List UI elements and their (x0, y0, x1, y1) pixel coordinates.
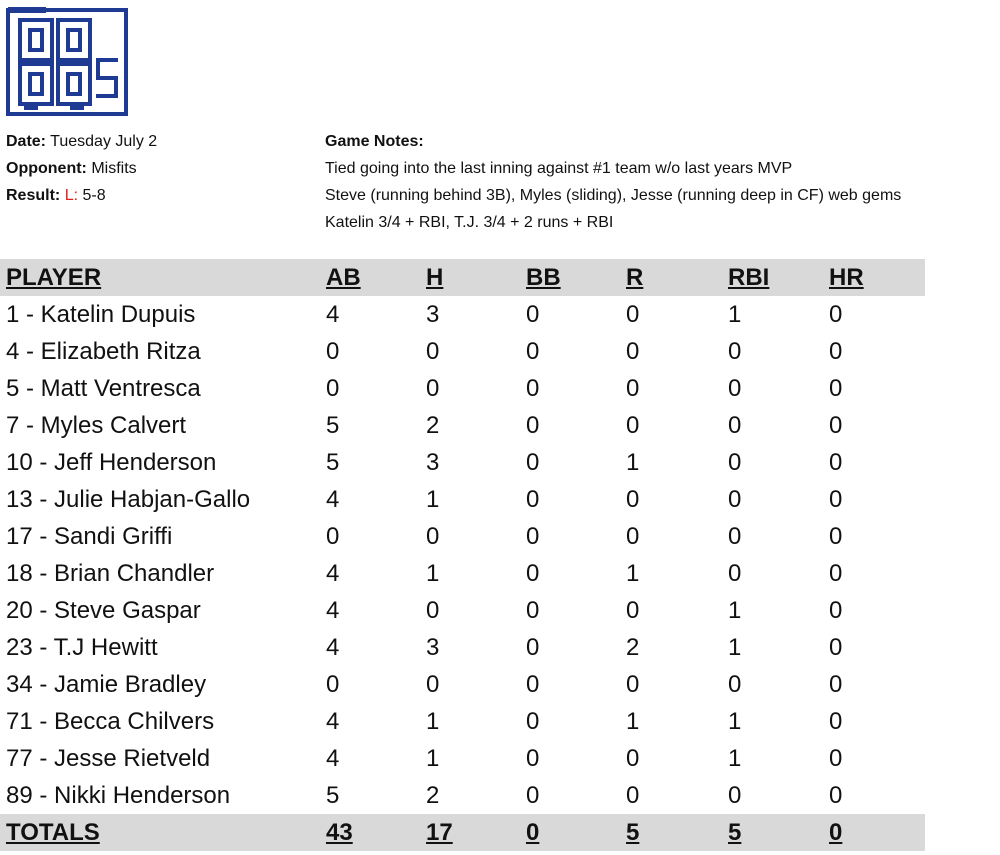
note-line: Tied going into the last inning against #1 team w/o last years MVP (325, 160, 793, 177)
player-cell: 4 - Elizabeth Ritza (6, 337, 201, 365)
table-row (0, 740, 925, 777)
table-row (0, 296, 925, 333)
h-cell: 1 (426, 485, 440, 513)
bb-cell: 0 (526, 670, 540, 698)
table-row (0, 407, 925, 444)
table-row (0, 444, 925, 481)
ab-cell: 0 (326, 374, 340, 402)
ab-cell: 4 (326, 633, 340, 661)
rbi-cell: 0 (728, 485, 742, 513)
table-row (0, 333, 925, 370)
r-cell: 0 (626, 300, 640, 328)
hr-cell: 0 (829, 411, 843, 439)
bb-cell: 0 (526, 485, 540, 513)
table-row (0, 629, 925, 666)
date-row (6, 128, 157, 155)
bb-cell: 0 (526, 744, 540, 772)
r-cell: 1 (626, 559, 640, 587)
col-header-hr: HR (829, 263, 864, 291)
notes-title: Game Notes: (325, 133, 424, 150)
h-cell: 1 (426, 744, 440, 772)
totals-hr: 0 (829, 818, 843, 846)
h-cell: 0 (426, 522, 440, 550)
game-notes (325, 128, 901, 236)
h-cell: 0 (426, 337, 440, 365)
r-cell: 2 (626, 633, 640, 661)
result-label: Result: (6, 187, 61, 204)
rbi-cell: 1 (728, 596, 742, 624)
opponent-value: Misfits (91, 160, 137, 177)
r-cell: 1 (626, 707, 640, 735)
player-cell: 18 - Brian Chandler (6, 559, 215, 587)
totals-rbi: 5 (728, 818, 742, 846)
player-cell: 71 - Becca Chilvers (6, 707, 215, 735)
ab-cell: 4 (326, 744, 340, 772)
note-line: Steve (running behind 3B), Myles (sliding), Jesse (running deep in CF) web gems (325, 187, 902, 204)
rbi-cell: 1 (728, 744, 742, 772)
r-cell: 0 (626, 781, 640, 809)
rbi-cell: 0 (728, 374, 742, 402)
r-cell: 0 (626, 374, 640, 402)
bb-cell: 0 (526, 596, 540, 624)
ab-cell: 5 (326, 448, 340, 476)
rbi-cell: 0 (728, 337, 742, 365)
col-header-h: H (426, 263, 444, 291)
r-cell: 0 (626, 670, 640, 698)
r-cell: 0 (626, 596, 640, 624)
rbi-cell: 1 (728, 633, 742, 661)
table-row (0, 666, 925, 703)
ab-cell: 0 (326, 670, 340, 698)
rbi-cell: 0 (728, 411, 742, 439)
ab-cell: 4 (326, 300, 340, 328)
bb-cell: 0 (526, 559, 540, 587)
result-outcome: L: (64, 187, 79, 204)
player-cell: 5 - Matt Ventresca (6, 374, 201, 402)
opponent-label: Opponent: (6, 160, 87, 177)
date-value: Tuesday July 2 (50, 133, 158, 150)
player-cell: 20 - Steve Gaspar (6, 596, 201, 624)
opponent-row (6, 155, 157, 182)
hr-cell: 0 (829, 337, 843, 365)
table-row (0, 777, 925, 814)
bb-cell: 0 (526, 411, 540, 439)
table-row (0, 370, 925, 407)
player-cell: 89 - Nikki Henderson (6, 781, 231, 809)
ab-cell: 4 (326, 596, 340, 624)
r-cell: 0 (626, 744, 640, 772)
header-row (0, 259, 925, 296)
hr-cell: 0 (829, 633, 843, 661)
table-row (0, 592, 925, 629)
game-info (6, 128, 157, 209)
col-header-r: R (626, 263, 644, 291)
hr-cell: 0 (829, 707, 843, 735)
totals-h: 17 (426, 818, 453, 846)
rbi-cell: 0 (728, 522, 742, 550)
totals-r: 5 (626, 818, 640, 846)
hr-cell: 0 (829, 374, 843, 402)
player-cell: 13 - Julie Habjan-Gallo (6, 485, 251, 513)
totals-label: TOTALS (6, 818, 100, 846)
rbi-cell: 0 (728, 559, 742, 587)
h-cell: 0 (426, 670, 440, 698)
h-cell: 2 (426, 411, 440, 439)
r-cell: 0 (626, 522, 640, 550)
ab-cell: 4 (326, 485, 340, 513)
bb-cell: 0 (526, 633, 540, 661)
note-line: Katelin 3/4 + RBI, T.J. 3/4 + 2 runs + RBI (325, 214, 614, 231)
table-row (0, 481, 925, 518)
r-cell: 1 (626, 448, 640, 476)
rbi-cell: 1 (728, 707, 742, 735)
bb-cell: 0 (526, 448, 540, 476)
table-row (0, 555, 925, 592)
rbi-cell: 0 (728, 670, 742, 698)
r-cell: 0 (626, 485, 640, 513)
player-cell: 23 - T.J Hewitt (6, 633, 158, 661)
player-cell: 17 - Sandi Griffi (6, 522, 173, 550)
h-cell: 1 (426, 559, 440, 587)
h-cell: 0 (426, 374, 440, 402)
bb-cell: 0 (526, 707, 540, 735)
ab-cell: 5 (326, 411, 340, 439)
ab-cell: 5 (326, 781, 340, 809)
bb-cell: 0 (526, 337, 540, 365)
player-cell: 34 - Jamie Bradley (6, 670, 207, 698)
totals-ab: 43 (326, 818, 353, 846)
hr-cell: 0 (829, 485, 843, 513)
bb-cell: 0 (526, 374, 540, 402)
hr-cell: 0 (829, 781, 843, 809)
team-logo-graphic (6, 6, 130, 116)
rbi-cell: 0 (728, 781, 742, 809)
h-cell: 1 (426, 707, 440, 735)
totals-row (0, 814, 925, 851)
player-cell: 10 - Jeff Henderson (6, 448, 217, 476)
rbi-cell: 0 (728, 448, 742, 476)
team-logo (6, 6, 130, 116)
r-cell: 0 (626, 411, 640, 439)
player-cell: 77 - Jesse Rietveld (6, 744, 211, 772)
player-cell: 7 - Myles Calvert (6, 411, 187, 439)
ab-cell: 0 (326, 522, 340, 550)
result-score: 5-8 (82, 187, 106, 204)
col-header-player: PLAYER (6, 263, 102, 291)
hr-cell: 0 (829, 522, 843, 550)
ab-cell: 4 (326, 559, 340, 587)
hr-cell: 0 (829, 559, 843, 587)
h-cell: 3 (426, 300, 440, 328)
table-row (0, 518, 925, 555)
h-cell: 3 (426, 633, 440, 661)
ab-cell: 0 (326, 337, 340, 365)
hr-cell: 0 (829, 670, 843, 698)
ab-cell: 4 (326, 707, 340, 735)
hr-cell: 0 (829, 448, 843, 476)
h-cell: 0 (426, 596, 440, 624)
bb-cell: 0 (526, 522, 540, 550)
rbi-cell: 1 (728, 300, 742, 328)
hr-cell: 0 (829, 744, 843, 772)
totals-bb: 0 (526, 818, 540, 846)
stats-body (0, 296, 925, 814)
hr-cell: 0 (829, 300, 843, 328)
date-label: Date: (6, 133, 47, 150)
player-cell: 1 - Katelin Dupuis (6, 300, 196, 328)
h-cell: 3 (426, 448, 440, 476)
r-cell: 0 (626, 337, 640, 365)
stats-table (0, 259, 925, 851)
bb-cell: 0 (526, 781, 540, 809)
table-row (0, 703, 925, 740)
col-header-bb: BB (526, 263, 561, 291)
col-header-ab: AB (326, 263, 361, 291)
bb-cell: 0 (526, 300, 540, 328)
col-header-rbi: RBI (728, 263, 770, 291)
result-row (6, 182, 157, 209)
hr-cell: 0 (829, 596, 843, 624)
h-cell: 2 (426, 781, 440, 809)
